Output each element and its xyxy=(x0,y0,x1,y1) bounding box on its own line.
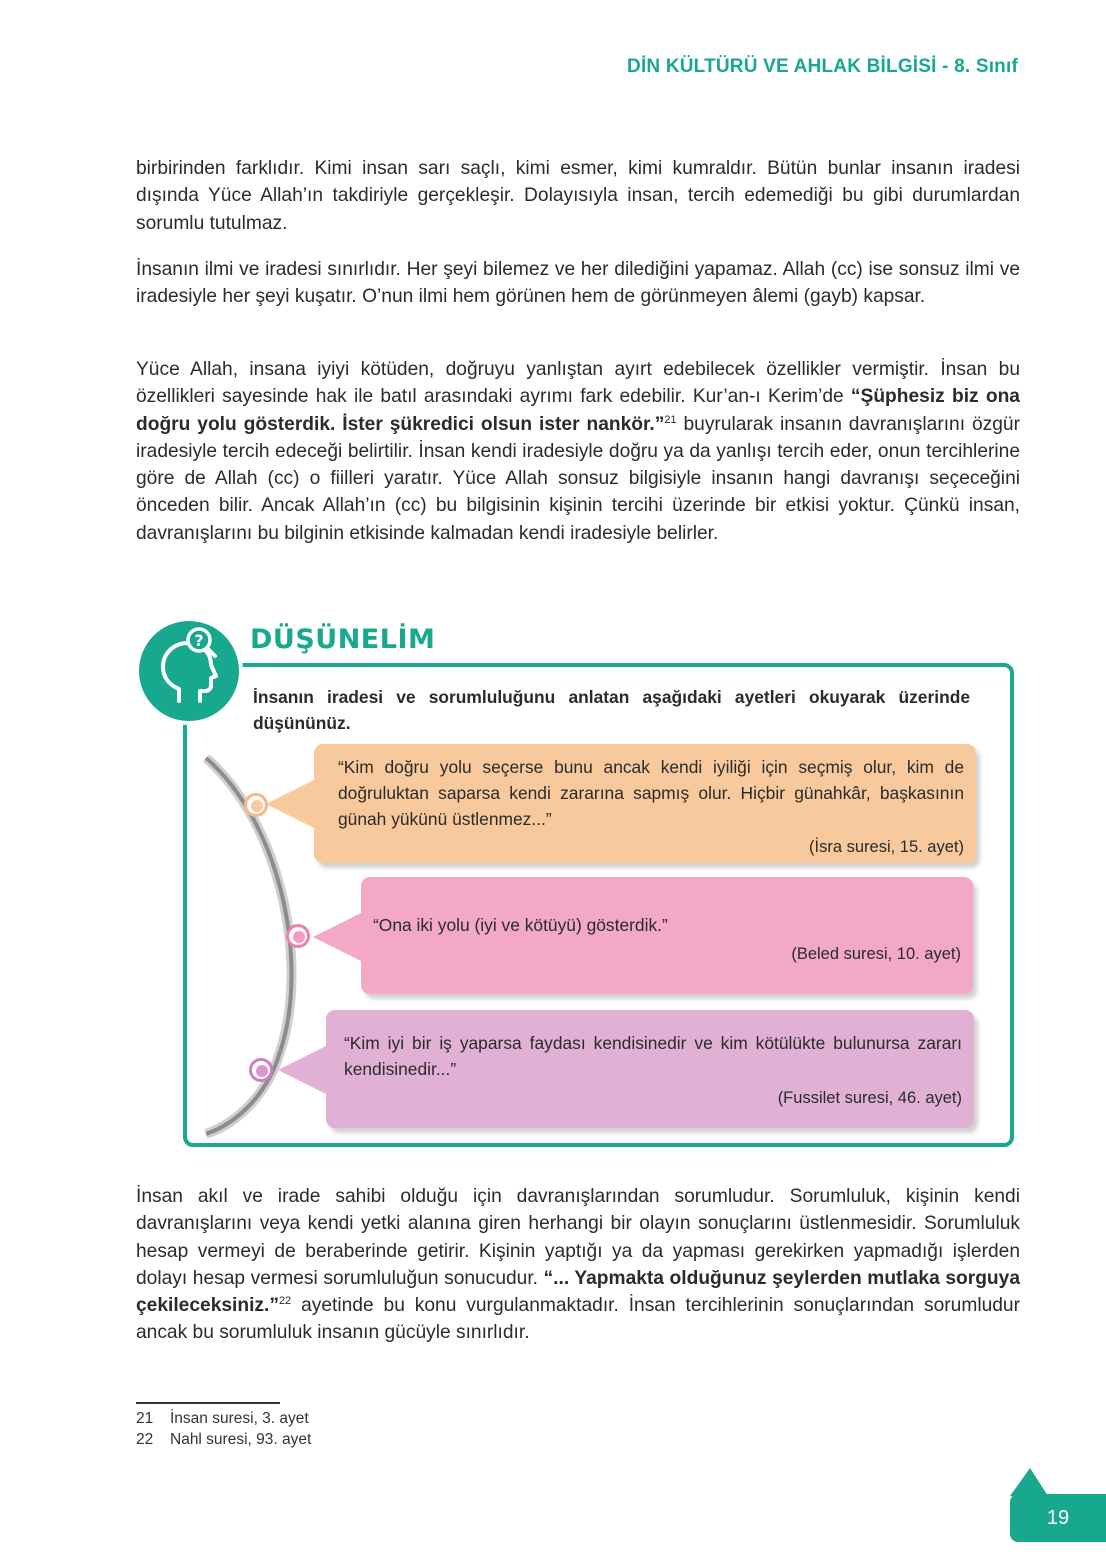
paragraph-3 xyxy=(136,356,1020,547)
think-title: DÜŞÜNELİM xyxy=(250,624,436,655)
page-badge-tab xyxy=(1008,1466,1050,1496)
footnote-text: Nahl suresi, 93. ayet xyxy=(170,1431,312,1448)
verse-text: “Kim doğru yolu seçerse bunu ancak kendi iyiliği için seçmiş olur, kim de doğruluktan saparsa kendi zararına sapmış olur. Hiçbir günahkâr, başkasının günah yükünü üstlenmez...” xyxy=(338,757,964,829)
verse-pointer xyxy=(266,779,316,829)
footnotes xyxy=(136,1408,311,1450)
paragraph-3-text-a: Yüce Allah, insana iyiyi kötüden, doğruyu yanlıştan ayırt edebilecek özellikler vermiştir. İnsan bu özellikleri sayesinde hak ile batıl arasındaki ayrımı fark edebilir. Kur’an-ı Kerim’de xyxy=(136,359,1020,408)
page-header-title: DİN KÜLTÜRÜ VE AHLAK BİLGİSİ - 8. Sınıf xyxy=(627,56,1018,77)
verse-source: (İsra suresi, 15. ayet) xyxy=(809,838,964,856)
verse-card xyxy=(361,877,973,994)
footnote-divider xyxy=(136,1402,280,1404)
footnote-text: İnsan suresi, 3. ayet xyxy=(170,1410,309,1427)
verse-pointer xyxy=(313,912,363,962)
timeline-node xyxy=(244,793,268,817)
footnote-item xyxy=(136,1429,311,1450)
verse-source: (Beled suresi, 10. ayet) xyxy=(791,945,961,963)
verse-card xyxy=(314,744,976,863)
verse-card xyxy=(326,1010,974,1128)
paragraph-3-text-b: buyrularak insanın davranışlarını özgür iradesiyle tercih edeceği belirtilir. İnsan kendi iradesiyle doğru ya da yanlışı tercih eder, onun tercihlerine göre de Allah (cc) o fiilleri yaratır. Yüce Allah sonsuz bilgisiyle insanın hangi davranışı seçeceğini önceden bilir. Ancak Allah’ın (cc) bu bilgisinin kişinin tercihi üzerinde bir etkisi yoktur. Çünkü insan, davranışlarını bu bilginin etkisinde kalmadan kendi iradesiyle belirler. xyxy=(136,413,1020,544)
verse-text: “Ona iki yolu (iyi ve kötüyü) gösterdik.” xyxy=(373,915,668,935)
paragraph-4-text-b: ayetinde bu konu vurgulanmaktadır. İnsan tercihlerinin sonuçlarından sorumludur ancak bu sorumluluk insanın gücüyle sınırlıdır. xyxy=(136,1295,1020,1344)
footnote-number: 21 xyxy=(136,1410,154,1427)
head-question-icon xyxy=(139,621,239,721)
page-number: 19 xyxy=(1046,1507,1070,1529)
footnote-ref[interactable]: 22 xyxy=(278,1295,292,1308)
footnote-ref[interactable]: 21 xyxy=(664,413,677,426)
footnote-item xyxy=(136,1408,311,1429)
timeline-node xyxy=(249,1058,273,1082)
verse-quote-bold: “Şüphesiz biz ona doğru yolu gösterdik. İster şükredici olsun ister nankör.” xyxy=(136,386,1020,435)
verse-quote-bold: “... Yapmakta olduğunuz şeylerden mutlaka sorguya çekileceksiniz.” xyxy=(136,1267,1020,1317)
footnote-number: 22 xyxy=(136,1431,154,1448)
paragraph-4-text-a: İnsan akıl ve irade sahibi olduğu için davranışlarından sorumludur. Sorumluluk, kişinin kendi davranışlarını veya kendi yetki alanına giren herhangi bir olayın sonuçlarını üstlenmesidir. Sorumluluk hesap vermeyi de beraberinde getirir. Kişinin yaptığı ya da yapması gerekirken yapmadığı işlerden dolayı hesap vermesi sorumluluğun sonucudur. xyxy=(136,1186,1020,1289)
paragraph-4 xyxy=(136,1183,1020,1347)
paragraph-1: birbirinden farklıdır. Kimi insan sarı saçlı, kimi esmer, kimi kumraldır. Bütün bunlar insanın iradesi dışında Yüce Allah’ın takdiriyle gerçekleşir. Dolayısıyla insan, tercih edemediği bu gibi durumlardan sorumlu tutulmaz. xyxy=(136,158,1020,234)
svg-text:?: ? xyxy=(194,631,204,650)
think-instruction: İnsanın iradesi ve sorumluluğunu anlatan aşağıdaki ayetleri okuyarak üzerinde düşününüz. xyxy=(253,687,970,733)
timeline-node xyxy=(286,924,310,948)
verse-source: (Fussilet suresi, 46. ayet) xyxy=(777,1089,962,1107)
verse-pointer xyxy=(278,1045,328,1095)
paragraph-2: İnsanın ilmi ve iradesi sınırlıdır. Her şeyi bilemez ve her dilediğini yapamaz. Allah (cc) ise sonsuz ilmi ve iradesiyle her şeyi kuşatır. O’nun ilmi hem görünen hem de görünmeyen âlemi (gayb) kapsar. xyxy=(136,259,1020,308)
verse-text: “Kim iyi bir iş yaparsa faydası kendisinedir ve kim kötülükte bulunursa zararı kendisinedir...” xyxy=(344,1033,962,1079)
